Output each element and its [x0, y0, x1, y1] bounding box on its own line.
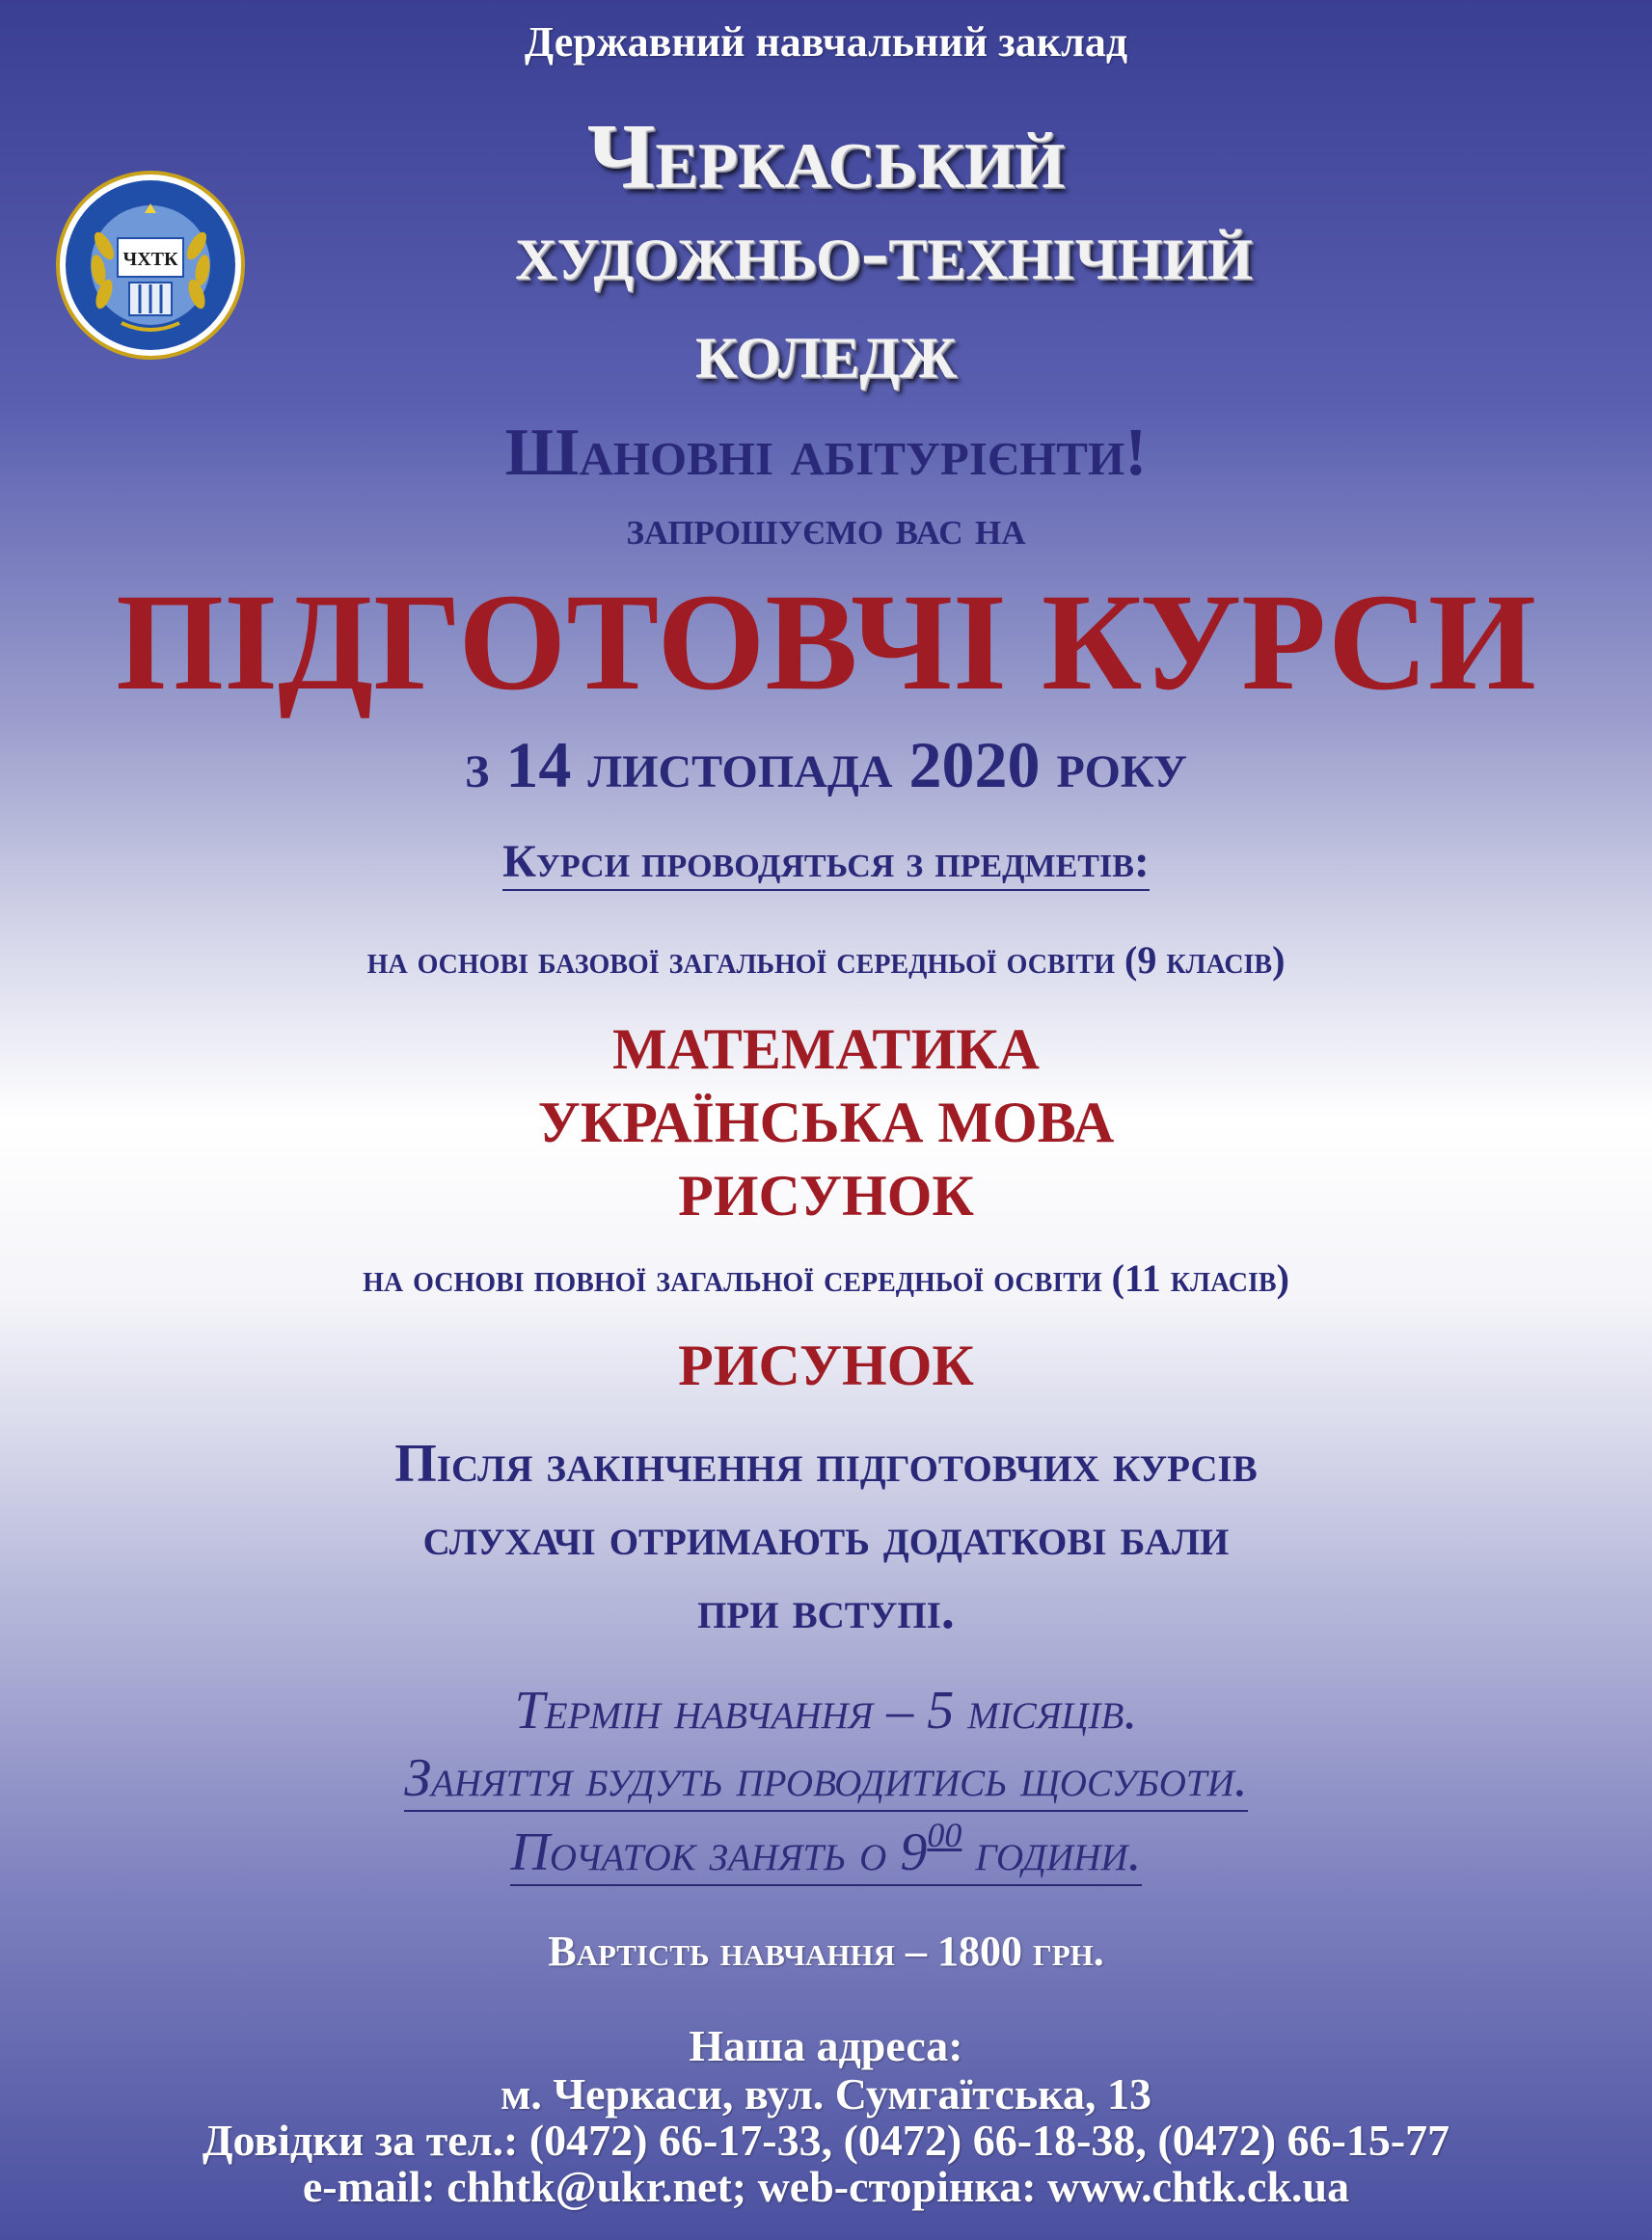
price: Вартість навчання – 1800 грн.: [548, 1928, 1104, 1975]
address-label: Наша адреса:: [689, 2021, 963, 2070]
benefit-line2: слухачі отримають додаткові бали: [422, 1507, 1230, 1567]
college-name-line3: коледж: [694, 303, 958, 395]
benefit-line1: Після закінчення підготовчих курсів: [394, 1434, 1258, 1494]
schedule-duration: Термін навчання – 5 місяців.: [514, 1681, 1138, 1741]
institution-type: Державний навчальний заклад: [524, 18, 1128, 66]
basic-subject: РИСУНОК: [678, 1164, 974, 1228]
college-name-line2: художньо-технічний: [515, 204, 1253, 297]
phones: Довідки за тел.: (0472) 66-17-33, (0472) 66-18-38, (0472) 66-15-77: [202, 2116, 1450, 2165]
start-date: з 14 листопада 2020 року: [465, 728, 1187, 801]
address: м. Черкаси, вул. Сумгаїтська, 13: [501, 2069, 1151, 2119]
benefit-line3: при вступі.: [697, 1580, 955, 1640]
invite-text: запрошуємо вас на: [626, 500, 1026, 554]
web-contacts: e-mail: chhtk@ukr.net; web-сторінка: www.chtk.ck.ua: [302, 2162, 1350, 2211]
full-subject: РИСУНОК: [678, 1334, 974, 1397]
basic-subject: МАТЕМАТИКА: [612, 1017, 1040, 1081]
basic-education-caption: на основі базової загальної середньої освіти (9 класів): [366, 938, 1286, 982]
headline: ПІДГОТОВЧІ КУРСИ: [116, 566, 1536, 719]
greeting: Шановні абітурієнти!: [504, 416, 1148, 490]
college-name-line1: Черкаський: [586, 104, 1066, 207]
schedule-days: Заняття будуть проводитись щосуботи.: [0, 1747, 1652, 1809]
logo-monogram: ЧХТК: [122, 249, 178, 270]
basic-subject: УКРАЇНСЬКА МОВА: [537, 1091, 1115, 1154]
subjects-heading: Курси проводяться з предметів:: [0, 835, 1652, 888]
full-education-caption: на основі повної загальної середньої освіти (11 класів): [363, 1256, 1289, 1300]
schedule-start: Початок занять о $9^{00}$ години.: [0, 1815, 1652, 1883]
